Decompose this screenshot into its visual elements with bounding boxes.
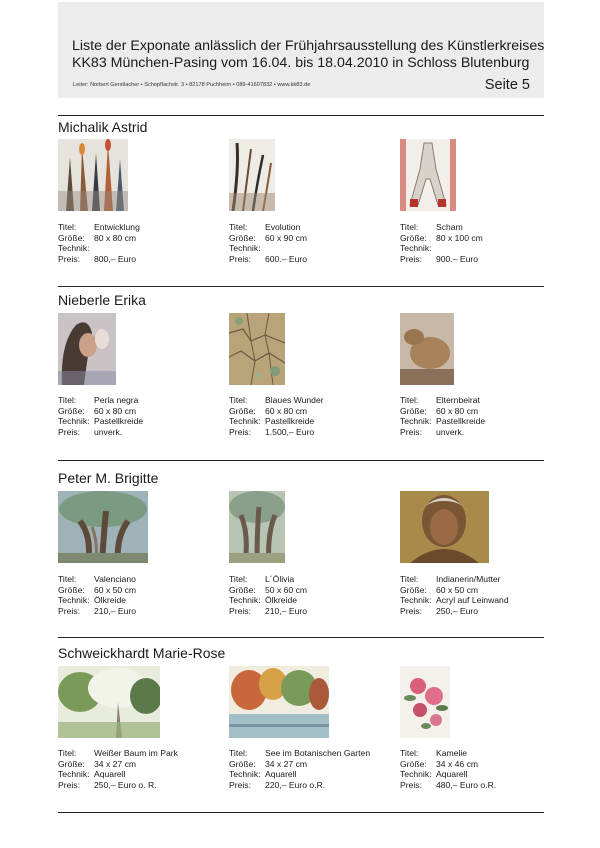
technique-label: Technik: [58, 416, 90, 427]
artwork-image [58, 666, 160, 738]
size-label: Größe: [58, 584, 85, 595]
technique-label: Technik: [229, 595, 261, 606]
artwork-image [400, 139, 456, 211]
technique-label: Technik: [400, 595, 432, 606]
page-number: Seite 5 [484, 77, 530, 93]
artwork-details [400, 222, 483, 264]
artwork-size: 34 x 46 cm [436, 758, 479, 769]
price-label: Preis: [58, 605, 80, 616]
artwork-details [400, 748, 496, 790]
artwork-image [58, 491, 148, 563]
title-label: Titel: [229, 395, 248, 405]
title-label: Titel: [229, 748, 248, 758]
artwork-size: 34 x 27 cm [94, 758, 137, 769]
artwork-title: Weißer Baum im Park [94, 748, 178, 758]
artwork-price: 600.– Euro [265, 253, 308, 264]
artwork-details [58, 574, 136, 616]
artwork-price: 250,– Euro o. R. [94, 779, 157, 790]
artwork-size: 60 x 80 cm [94, 405, 137, 416]
technique-label: Technik: [400, 769, 432, 780]
artist-name: Nieberle Erika [58, 292, 146, 308]
artwork-price: 900.– Euro [436, 253, 479, 264]
size-label: Größe: [400, 405, 427, 416]
section-divider [58, 115, 544, 116]
artwork-price: 800,– Euro [94, 253, 137, 264]
title-label: Titel: [58, 748, 77, 758]
size-label: Größe: [58, 405, 85, 416]
artwork-price: 1.500,– Euro [265, 426, 315, 437]
artwork-title: Scham [436, 222, 463, 232]
artwork-size: 60 x 90 cm [265, 232, 308, 243]
artwork-price: unverk. [436, 426, 465, 437]
artwork-image [229, 139, 275, 211]
artwork-size: 60 x 50 cm [436, 584, 479, 595]
artwork-details [400, 395, 485, 437]
artwork-technique: Pastellkreide [265, 416, 315, 427]
price-label: Preis: [229, 253, 251, 264]
artwork-size: 60 x 50 cm [94, 584, 137, 595]
artwork-price: 250,– Euro [436, 605, 479, 616]
technique-label: Technik: [58, 595, 90, 606]
artwork-size: 80 x 80 cm [94, 232, 137, 243]
artwork-title: Evolution [265, 222, 301, 232]
artwork-title: See im Botanischen Garten [265, 748, 371, 758]
artwork-title: Indianerin/Mutter [436, 574, 501, 584]
title-label: Titel: [400, 574, 419, 584]
artwork-title: Perla negra [94, 395, 139, 405]
technique-label: Technik: [229, 243, 261, 254]
technique-label: Technik: [229, 416, 261, 427]
technique-label: Technik: [229, 769, 261, 780]
price-label: Preis: [58, 426, 80, 437]
price-label: Preis: [229, 779, 251, 790]
artwork-title: Elternbeirat [436, 395, 480, 405]
price-label: Preis: [400, 253, 422, 264]
artwork-image [229, 313, 285, 385]
title-label: Titel: [58, 395, 77, 405]
artwork-details [58, 748, 178, 790]
artwork-details [229, 395, 324, 437]
section-divider [58, 286, 544, 287]
size-label: Größe: [400, 232, 427, 243]
artwork-details [229, 222, 307, 264]
size-label: Größe: [58, 758, 85, 769]
artwork-details [229, 748, 370, 790]
artwork-image [58, 139, 128, 211]
artwork-title: L´Ölivia [265, 574, 295, 584]
artwork-technique: Pastellkreide [436, 416, 486, 427]
artwork-image [229, 666, 329, 738]
artwork-price: unverk. [94, 426, 123, 437]
artwork-image [58, 313, 116, 385]
artwork-technique: Aquarell [94, 769, 126, 780]
price-label: Preis: [58, 253, 80, 264]
price-label: Preis: [400, 605, 422, 616]
artist-name: Michalik Astrid [58, 119, 148, 135]
artist-name: Peter M. Brigitte [58, 470, 159, 486]
artwork-image [229, 491, 285, 563]
title-label: Titel: [400, 748, 419, 758]
technique-label: Technik: [58, 243, 90, 254]
price-label: Preis: [400, 426, 422, 437]
section-divider [58, 812, 544, 813]
artwork-technique: Ölkreide [94, 595, 126, 606]
artwork-price: 210,– Euro [94, 605, 137, 616]
size-label: Größe: [400, 758, 427, 769]
artwork-title: Entwicklung [94, 222, 140, 232]
contact-info: Leiter: Norbert Gerstlacher • Schopflachstr. 3 • 82178 Puchheim • 089-41607832 • www.kk83.de [73, 82, 311, 88]
artwork-technique: Acryl auf Leinwand [436, 595, 509, 606]
artwork-details [229, 574, 307, 616]
section-divider [58, 460, 544, 461]
artwork-title: Valenciano [94, 574, 136, 584]
artwork-size: 60 x 80 cm [436, 405, 479, 416]
artwork-technique: Aquarell [265, 769, 297, 780]
artwork-details [58, 222, 140, 264]
price-label: Preis: [58, 779, 80, 790]
price-label: Preis: [400, 779, 422, 790]
size-label: Größe: [400, 584, 427, 595]
artwork-size: 80 x 100 cm [436, 232, 483, 243]
title-label: Titel: [400, 222, 419, 232]
artist-name: Schweickhardt Marie-Rose [58, 645, 226, 661]
size-label: Größe: [229, 584, 256, 595]
artwork-image [400, 491, 489, 563]
artwork-image [400, 313, 454, 385]
artwork-technique: Pastellkreide [94, 416, 144, 427]
artwork-details [400, 574, 509, 616]
artwork-technique: Ölkreide [265, 595, 297, 606]
technique-label: Technik: [400, 243, 432, 254]
artwork-image [400, 666, 450, 738]
artwork-price: 480,– Euro o.R. [436, 779, 497, 790]
title-label: Titel: [229, 574, 248, 584]
price-label: Preis: [229, 605, 251, 616]
technique-label: Technik: [58, 769, 90, 780]
title-label: Titel: [229, 222, 248, 232]
artwork-size: 50 x 60 cm [265, 584, 308, 595]
technique-label: Technik: [400, 416, 432, 427]
size-label: Größe: [229, 232, 256, 243]
title-label: Titel: [400, 395, 419, 405]
section-divider [58, 637, 544, 638]
artwork-price: 220,– Euro o.R. [265, 779, 326, 790]
size-label: Größe: [58, 232, 85, 243]
size-label: Größe: [229, 758, 256, 769]
artwork-title: Kamelie [436, 748, 468, 758]
artwork-size: 34 x 27 cm [265, 758, 308, 769]
artwork-technique: Aquarell [436, 769, 468, 780]
document-title-line-2: KK83 München-Pasing vom 16.04. bis 18.04.2010 in Schloss Blutenburg [72, 55, 530, 71]
size-label: Größe: [229, 405, 256, 416]
price-label: Preis: [229, 426, 251, 437]
artwork-price: 210,– Euro [265, 605, 308, 616]
artwork-size: 60 x 80 cm [265, 405, 308, 416]
artwork-details [58, 395, 143, 437]
document-title-line-1: Liste der Exponate anlässlich der Frühjahrsausstellung des Künstlerkreises [72, 38, 545, 54]
artwork-title: Blaues Wunder [265, 395, 324, 405]
title-label: Titel: [58, 222, 77, 232]
title-label: Titel: [58, 574, 77, 584]
